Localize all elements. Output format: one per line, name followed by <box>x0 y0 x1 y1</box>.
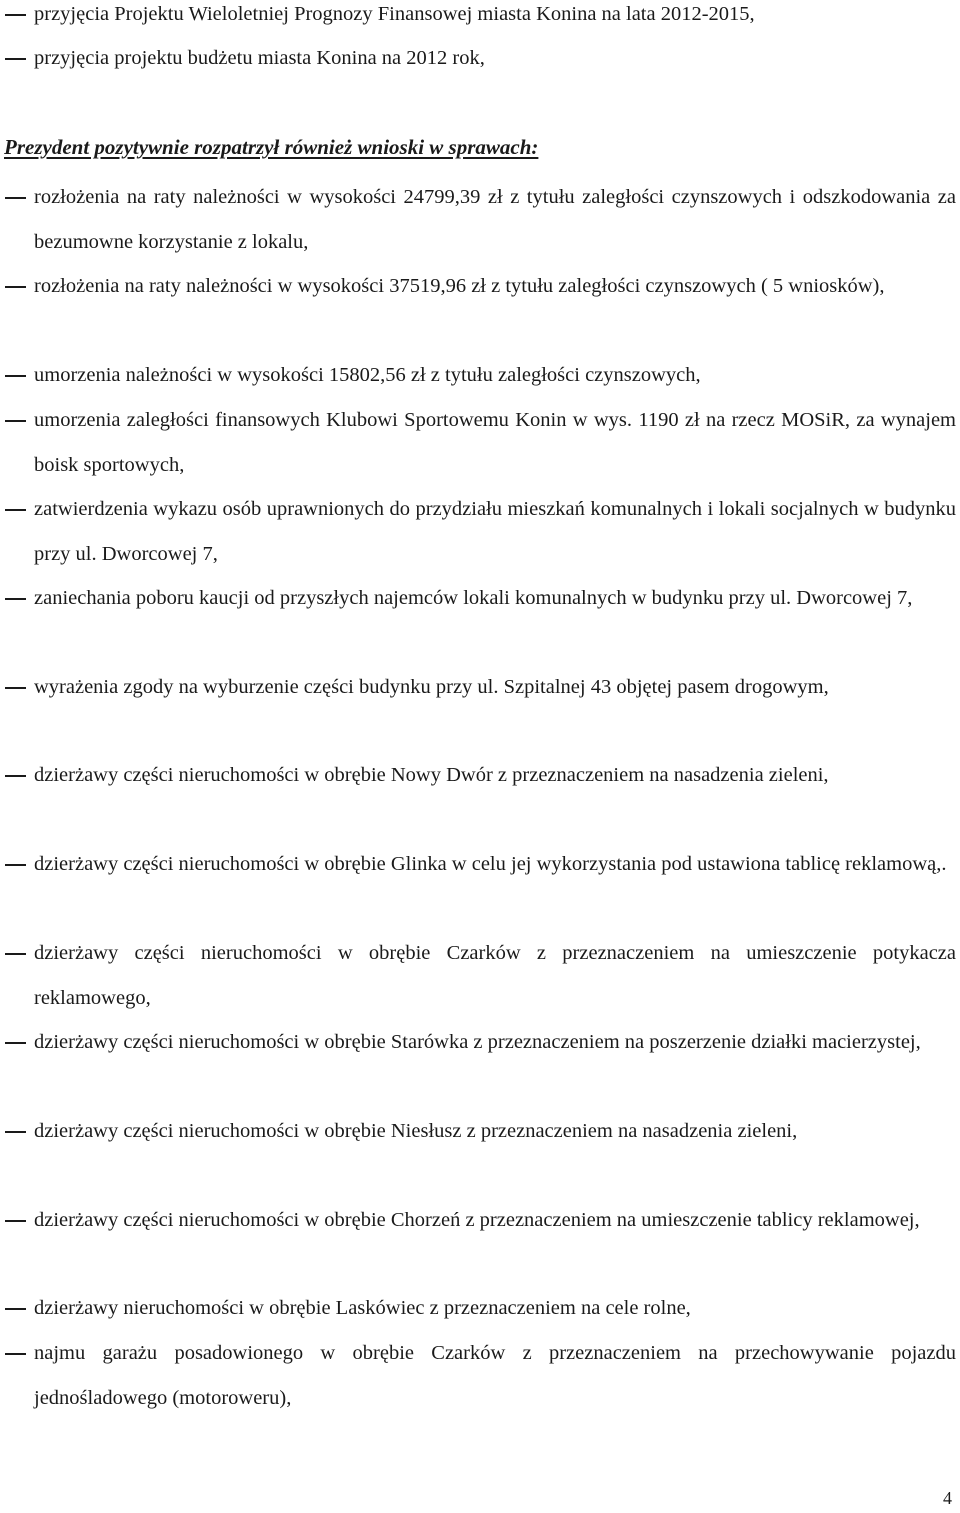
section-heading: Prezydent pozytywnie rozpatrzył również wnioski w sprawach: <box>4 135 539 159</box>
list-item <box>4 665 956 710</box>
list-item-text: rozłożenia na raty należności w wysokości 37519,96 zł z tytułu zaległości czynszowych ( 5 wniosków), <box>34 275 885 297</box>
list-item <box>4 753 956 798</box>
list-item <box>4 353 956 398</box>
list-item <box>4 487 956 576</box>
list-item-text: wyrażenia zgody na wyburzenie części budynku przy ul. Szpitalnej 43 objętej pasem drogowym, <box>34 676 829 698</box>
list-item-text: zaniechania poboru kaucji od przyszłych najemców lokali komunalnych w budynku przy ul. Dworcowej 7, <box>34 587 913 609</box>
list-item-text: umorzenia zaległości finansowych Klubowi Sportowemu Konin w wys. 1190 zł na rzecz MOSiR, za wynajem boisk sportowych, <box>34 409 956 476</box>
list-item <box>4 842 956 887</box>
list-item <box>4 398 956 487</box>
list-item-text: dzierżawy nieruchomości w obrębie Laskówiec z przeznaczeniem na cele rolne, <box>34 1297 691 1319</box>
list-item-text: dzierżawy części nieruchomości w obrębie Starówka z przeznaczeniem na poszerzenie działki macierzystej, <box>34 1031 921 1053</box>
list-item-text: przyjęcia Projektu Wieloletniej Prognozy Finansowej miasta Konina na lata 2012-2015, <box>34 3 755 25</box>
list-item-text: dzierżawy części nieruchomości w obrębie Czarków z przeznaczeniem na umieszczenie potykacza reklamowego, <box>34 942 956 1009</box>
list-item <box>4 175 956 264</box>
list-item <box>4 1198 956 1243</box>
list-item-text: dzierżawy części nieruchomości w obrębie Chorzeń z przeznaczeniem na umieszczenie tablicy reklamowej, <box>34 1209 920 1231</box>
list-item-text: najmu garażu posadowionego w obrębie Czarków z przeznaczeniem na przechowywanie pojazdu jednośladowego (motoroweru), <box>34 1342 956 1409</box>
list-item-text: dzierżawy części nieruchomości w obrębie Niesłusz z przeznaczeniem na nasadzenia zieleni, <box>34 1120 798 1142</box>
list-item <box>4 1331 956 1420</box>
list-item <box>4 36 956 81</box>
list-item-text: zatwierdzenia wykazu osób uprawnionych do przydziału mieszkań komunalnych i lokali socjalnych w budynku przy ul. Dworcowej 7, <box>34 498 956 565</box>
list-item <box>4 1286 956 1331</box>
list-item-text: dzierżawy części nieruchomości w obrębie Glinka w celu jej wykorzystania pod ustawiona tablicę reklamową,. <box>34 853 947 875</box>
list-item <box>4 1020 956 1065</box>
list-item <box>4 576 956 621</box>
page-number: 4 <box>943 1488 952 1508</box>
list-item <box>4 931 956 1020</box>
list-item-text: przyjęcia projektu budżetu miasta Konina na 2012 rok, <box>34 47 485 69</box>
list-item <box>4 264 956 309</box>
list-item-text: dzierżawy części nieruchomości w obrębie Nowy Dwór z przeznaczeniem na nasadzenia zieleni, <box>34 764 829 786</box>
list-item-text: rozłożenia na raty należności w wysokości 24799,39 zł z tytułu zaległości czynszowych i odszkodowania za bezumowne korzystanie z lokalu, <box>34 186 956 253</box>
list-item-text: umorzenia należności w wysokości 15802,56 zł z tytułu zaległości czynszowych, <box>34 364 701 386</box>
list-item <box>4 1109 956 1154</box>
list-item <box>4 0 956 37</box>
